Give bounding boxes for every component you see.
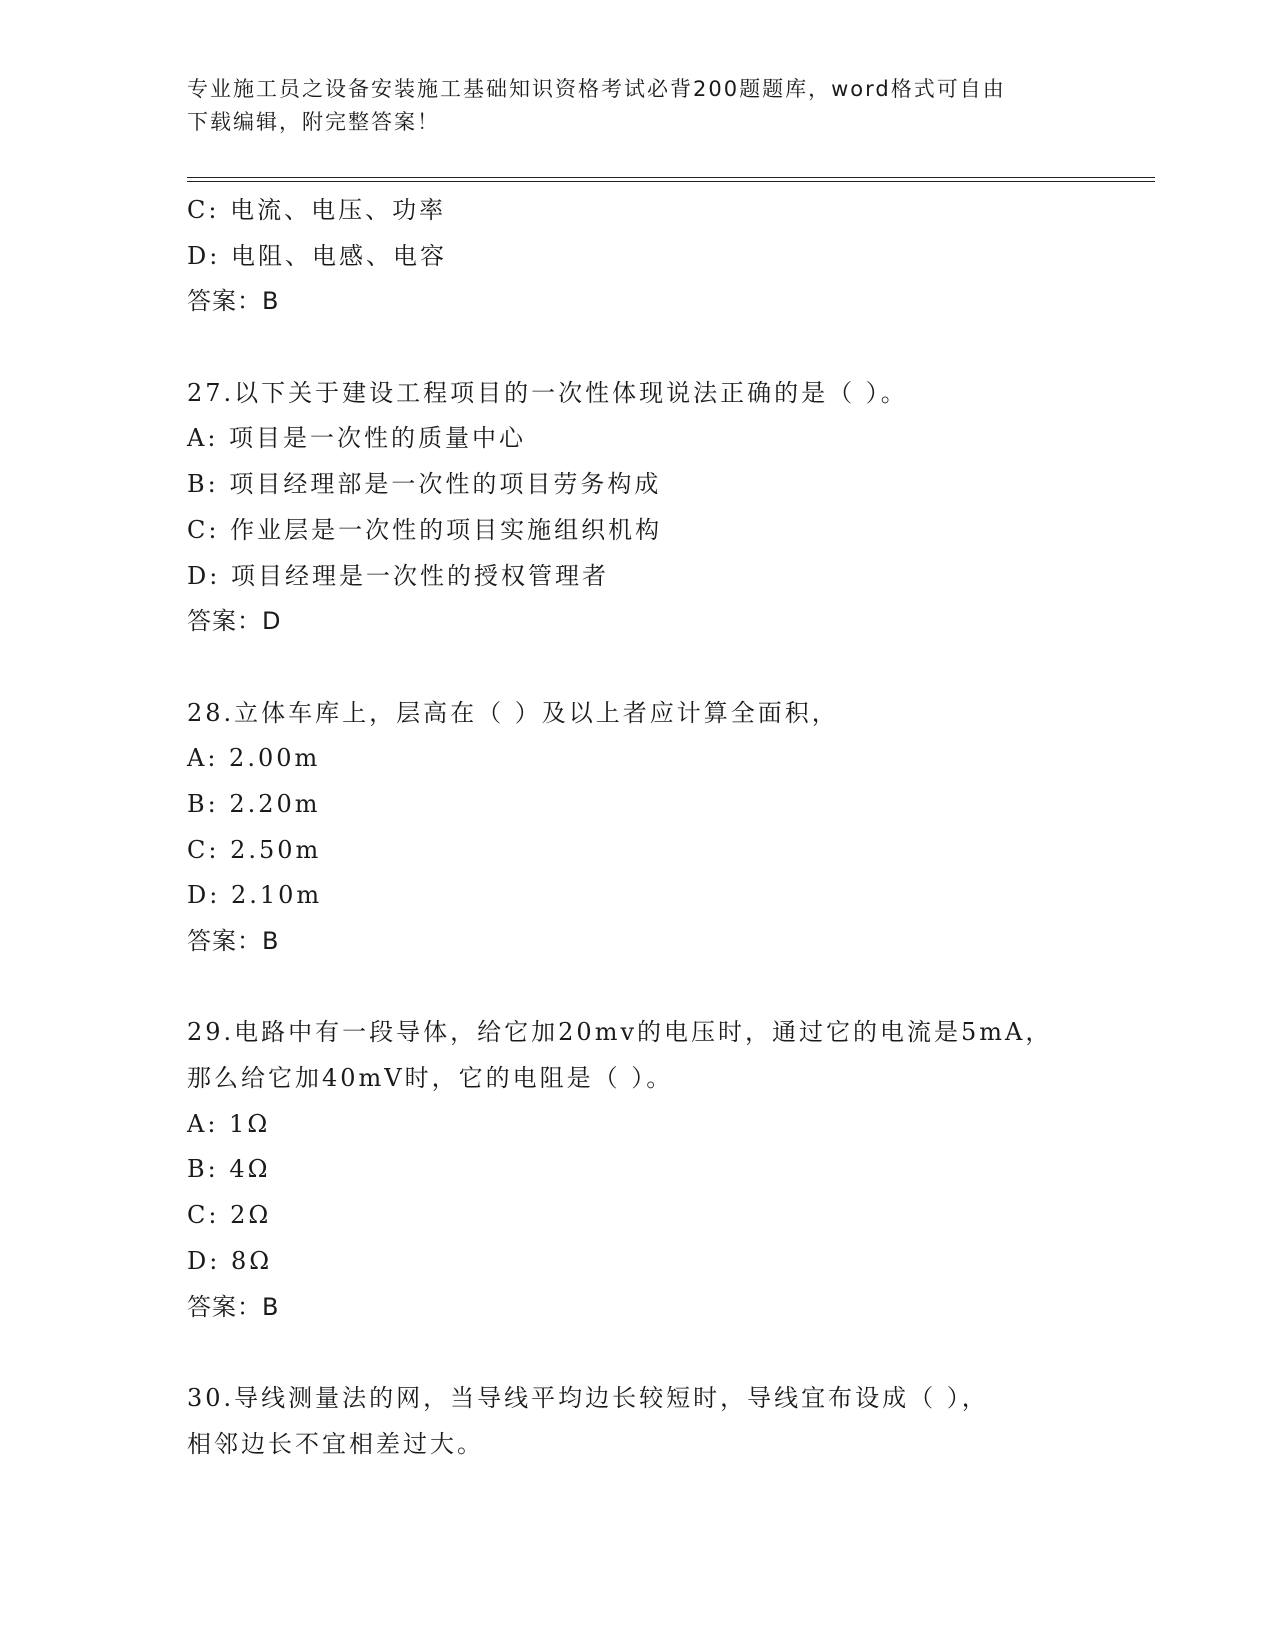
question-stem-line-2: 相邻边长不宜相差过大。 [187,1429,484,1458]
option-b: B: 2.20m [187,789,321,818]
option-d: D: 8Ω [187,1246,273,1275]
option-d: D: 项目经理是一次性的授权管理者 [187,561,609,590]
question-stem-line-2: 那么给它加40mV时，它的电阻是（ ）。 [187,1064,674,1093]
header-divider-top [187,177,1155,178]
question-content [187,188,1087,1467]
header-divider-bottom [187,181,1155,182]
answer-line: 答案：B [187,927,280,955]
option-b: B: 项目经理部是一次性的项目劳务构成 [187,470,662,499]
option-c: C: 2Ω [187,1201,272,1230]
question-stem: 27.以下关于建设工程项目的一次性体现说法正确的是（ ）。 [187,378,908,407]
spacer [187,325,1087,371]
option-a: A: 1Ω [187,1109,271,1138]
header-line-2: 下载编辑，附完整答案！ [187,110,440,134]
question-continued [187,188,1087,325]
question-27 [187,371,1087,645]
option-b: B: 4Ω [187,1155,271,1184]
option-a: A: 2.00m [187,744,321,773]
question-stem-line-1: 30.导线测量法的网，当导线平均边长较短时，导线宜布设成（ ）， [187,1383,989,1412]
option-c: C: 电流、电压、功率 [187,196,447,224]
option-c: C: 2.50m [187,835,322,864]
question-stem: 28.立体车库上，层高在（ ）及以上者应计算全面积， [187,698,839,727]
spacer [187,965,1087,1011]
answer-line: 答案：D [187,607,282,636]
question-29 [187,1010,1087,1330]
option-a: A: 项目是一次性的质量中心 [187,424,527,453]
header-line-1: 专业施工员之设备安装施工基础知识资格考试必背200题题库，word格式可自由 [187,77,1006,101]
answer-line: 答案：B [187,1292,280,1321]
question-28 [187,691,1087,965]
document-header [187,73,1067,139]
option-d: D: 2.10m [187,881,323,910]
question-30 [187,1376,1087,1467]
spacer [187,1330,1087,1376]
question-stem-line-1: 29.电路中有一段导体，给它加20mv的电压时，通过它的电流是5mA， [187,1018,1053,1047]
answer-line: 答案：B [187,287,280,316]
option-d: D: 电阻、电感、电容 [187,241,447,270]
spacer [187,645,1087,691]
option-c: C: 作业层是一次性的项目实施组织机构 [187,515,663,544]
